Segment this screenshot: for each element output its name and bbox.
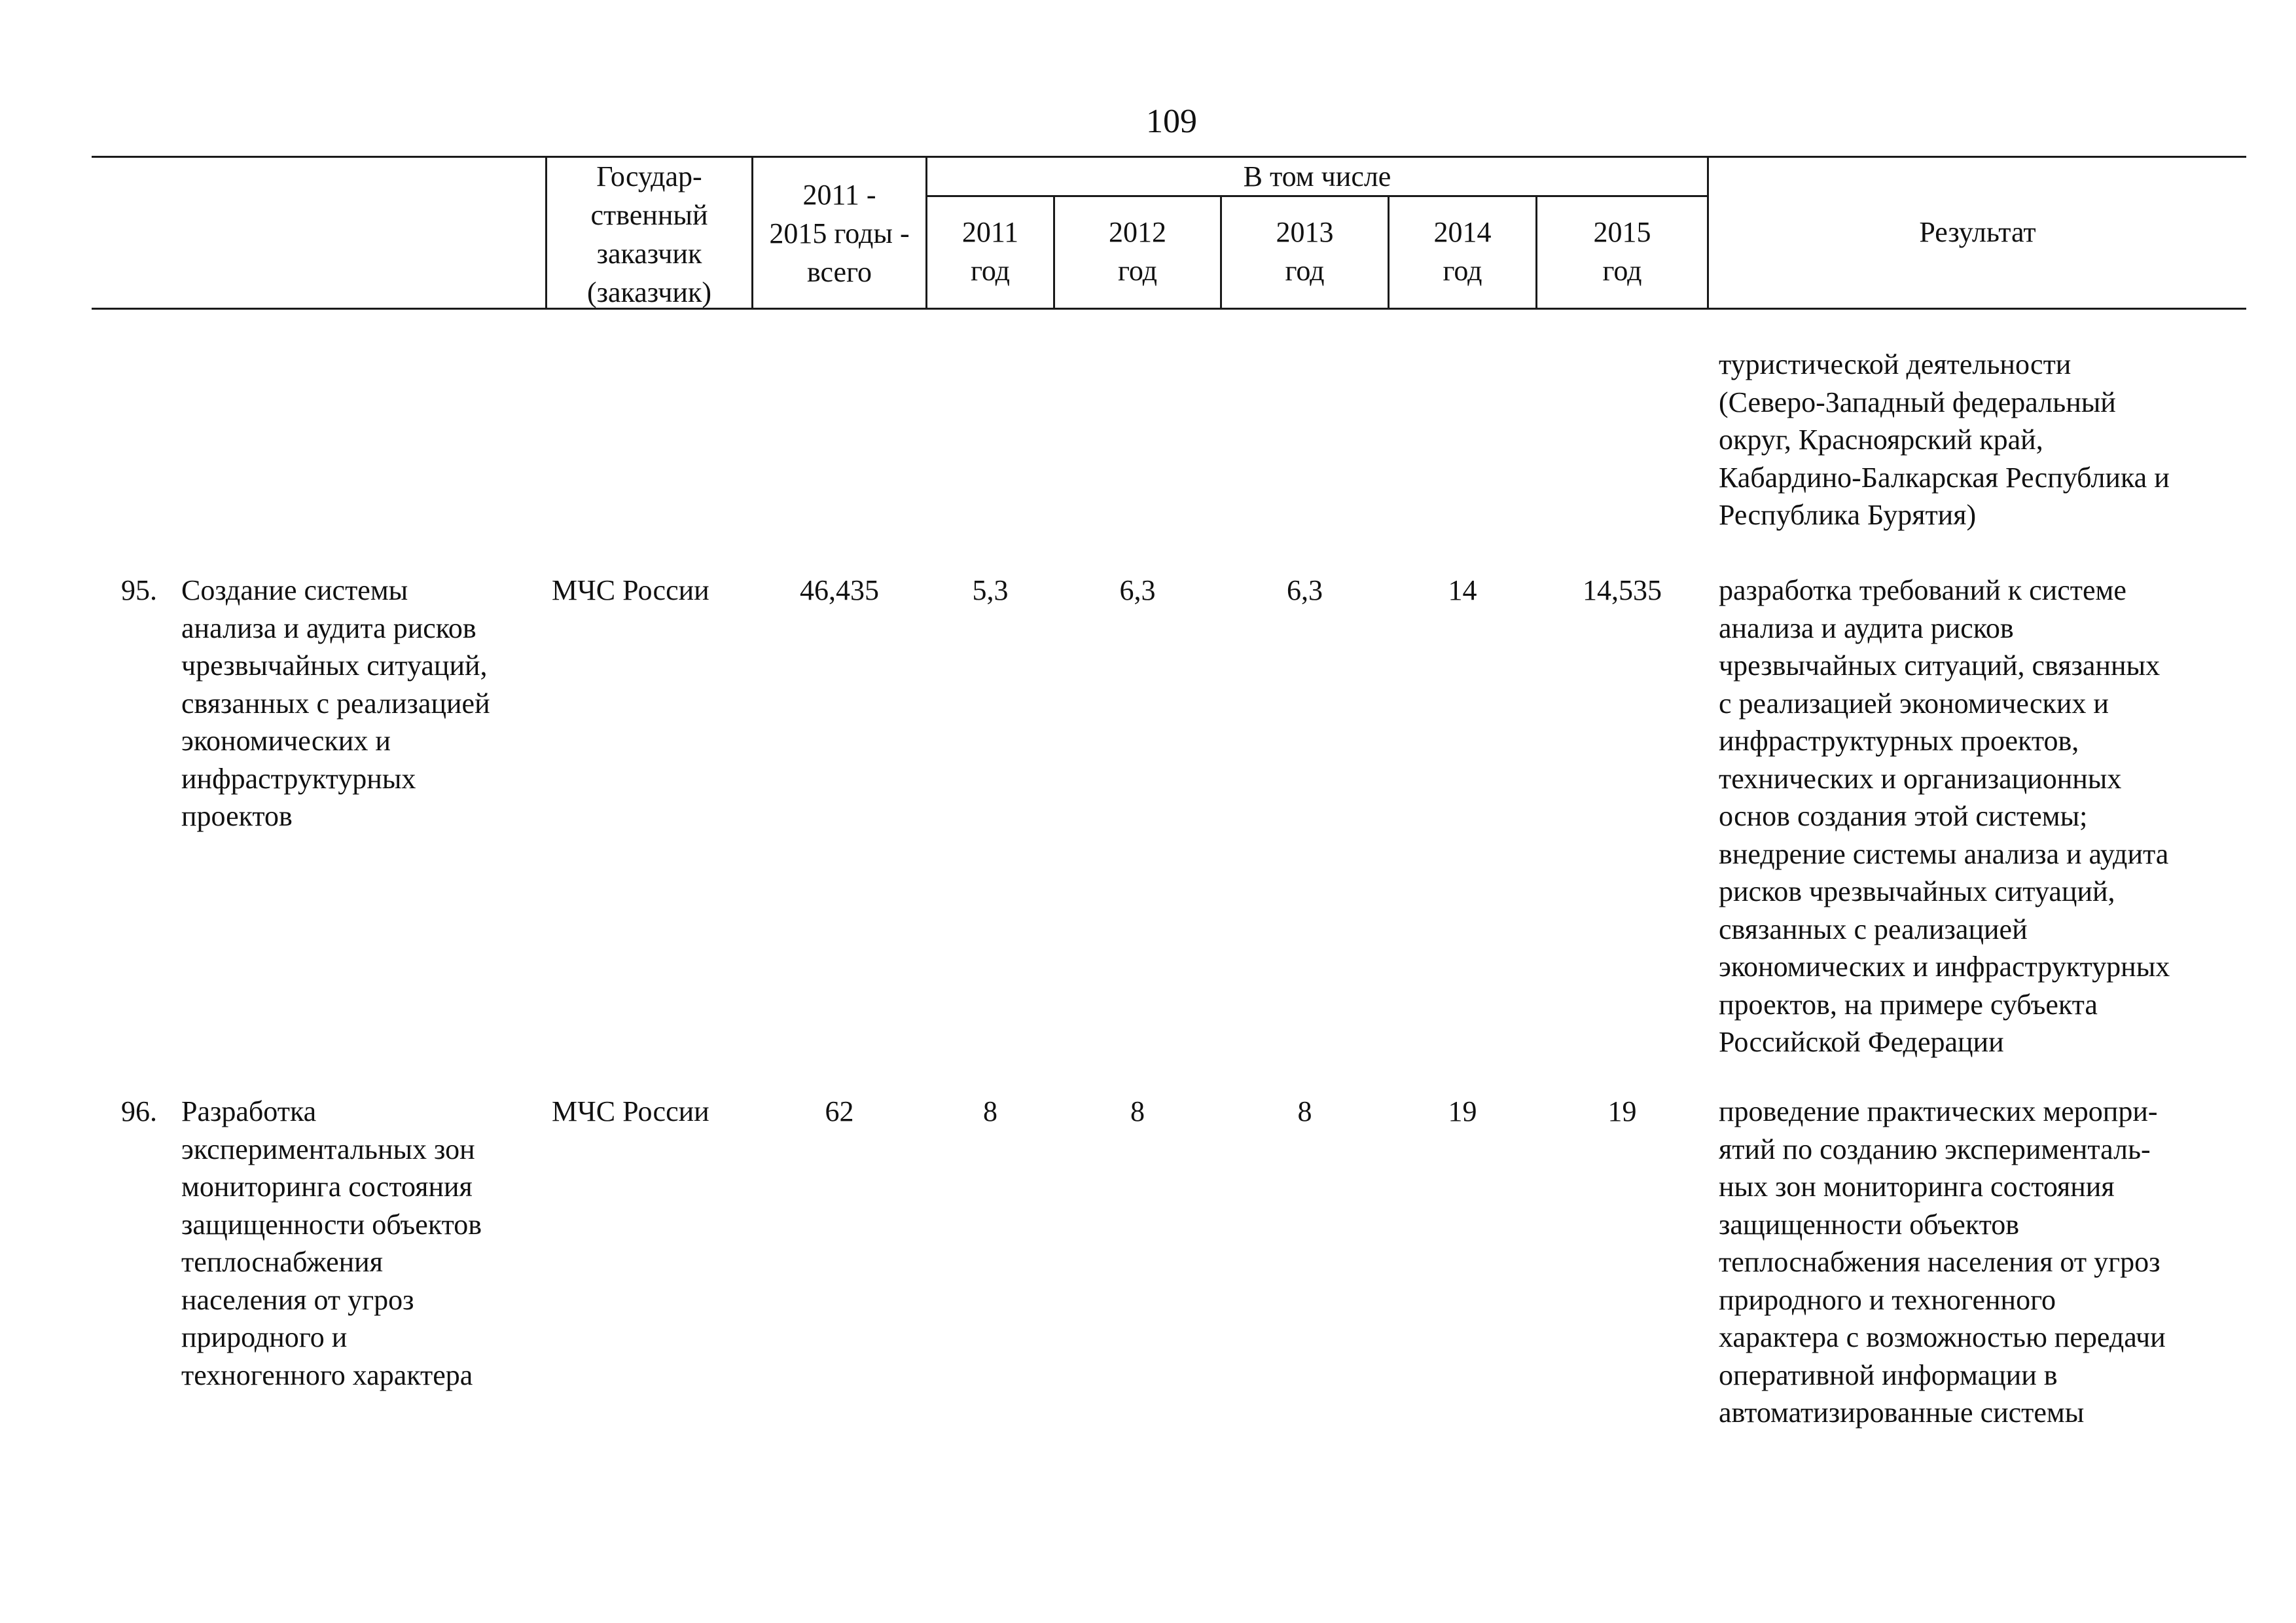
row-value-2013: 8 [1297, 1095, 1312, 1127]
header-year-2015: 2015 год [1593, 216, 1651, 287]
row-value-2012: 6,3 [1119, 574, 1156, 606]
row-value-2011: 5,3 [972, 574, 1009, 606]
row-value-2014: 19 [1448, 1095, 1477, 1127]
row-value-2012: 8 [1130, 1095, 1145, 1127]
table-header-bottom-rule [92, 308, 2246, 310]
header-year-2014: 2014 год [1433, 216, 1492, 287]
row-total: 46,435 [800, 574, 879, 606]
row-number: 96. [121, 1095, 157, 1127]
header-year-2013: 2013 год [1276, 216, 1334, 287]
row-total: 62 [825, 1095, 854, 1127]
row-value-2014: 14 [1448, 574, 1477, 606]
row-value-2015: 19 [1607, 1095, 1637, 1127]
row-result: разработка требований к системе анализа и аудита рисков чрезвычайных ситуаций, связанных с реализацией экономических и инфраструктурных проектов, технических и организационных основ создания этой системы; внедрение системы анализа и аудита рисков чрезвычайных ситуаций, связанных с реализацией экономических и инфраструктурных проектов, на примере субъекта Российской Федерации [1719, 574, 2170, 1058]
row-number: 95. [121, 574, 157, 606]
header-group-label: В том числе [1243, 160, 1391, 192]
row-name: Создание системы анализа и аудита рисков чрезвычайных ситуаций, связанных с реализацией экономических и инфраструктурных проектов [181, 574, 490, 832]
row-customer: МЧС России [552, 574, 709, 606]
row-customer: МЧС России [552, 1095, 709, 1127]
page-number: 109 [1146, 103, 1197, 140]
header-customer: Государ- ственный заказчик (заказчик) [586, 160, 711, 308]
header-year-2011: 2011 год [961, 216, 1019, 287]
header-total: 2011 - 2015 годы - всего [769, 179, 910, 288]
continued-result-text: туристической деятельности (Северо-Западный федеральный округ, Красноярский край, Кабардино-Балкарская Республика и Республика Бурятия) [1719, 348, 2170, 531]
header-result: Результат [1919, 216, 2036, 248]
row-value-2015: 14,535 [1583, 574, 1662, 606]
row-result: проведение практических меропри- ятий по созданию эксперименталь- ных зон мониторинга состояния защищенности объектов теплоснабжения населения от угроз природного и техногенного характера с возможностью передачи оперативной информации в автоматизированные системы [1719, 1095, 2166, 1429]
header-year-2012: 2012 год [1109, 216, 1166, 287]
row-name: Разработка экспериментальных зон мониторинга состояния защищенности объектов теплоснабжения населения от угроз природного и техногенного характера [181, 1095, 482, 1391]
row-value-2013: 6,3 [1287, 574, 1323, 606]
row-value-2011: 8 [983, 1095, 997, 1127]
